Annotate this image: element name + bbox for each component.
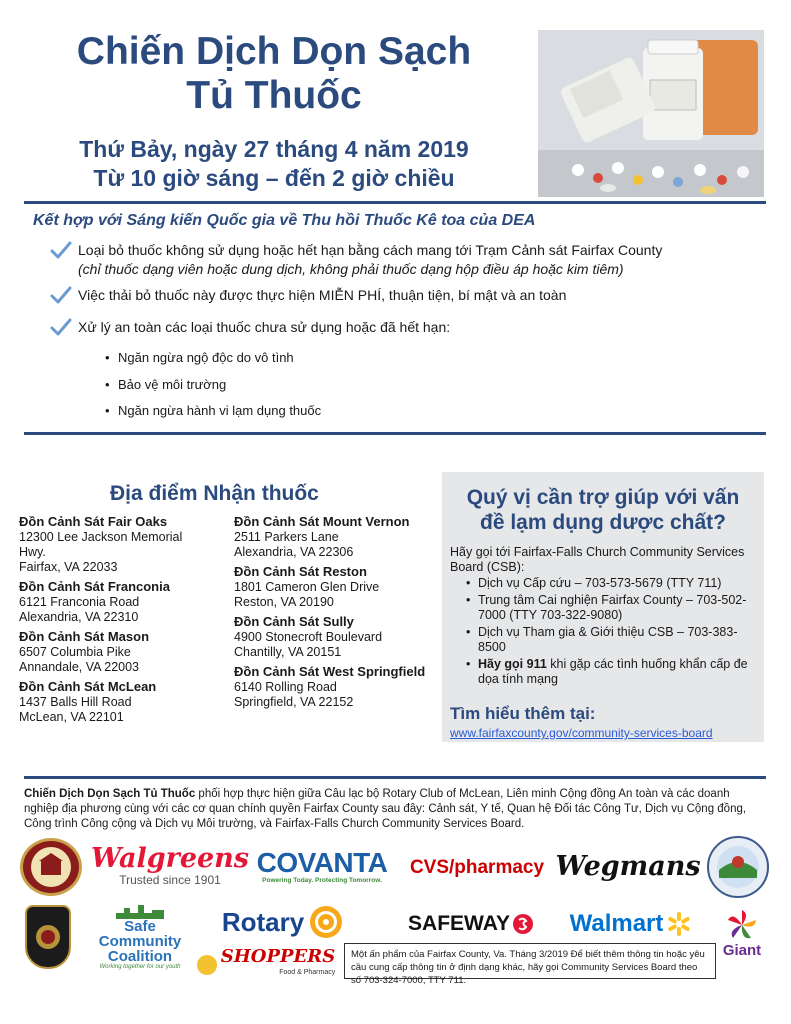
walgreens-tagline: Trusted since 1901 [119,873,221,887]
location-name: Đồn Cảnh Sát McLean [19,679,157,694]
location-name: Đồn Cảnh Sát West Springfield [234,664,426,679]
location [234,614,439,660]
location-city: Fairfax, VA 22033 [19,560,118,574]
location-address: 6121 Franconia Road [19,595,140,609]
locations-title: Địa điểm Nhận thuốc [110,482,319,505]
location-city: Reston, VA 20190 [234,595,334,609]
help-item-text: Dịch vụ Cấp cứu – 703-573-5679 (TTY 711) [478,576,722,590]
location-address: 6140 Rolling Road [234,680,337,694]
location [19,514,229,575]
check-text: Loại bỏ thuốc không sử dụng hoặc hết hạn bằng cách mang tới Trạm Cảnh sát Fairfax County [78,242,663,258]
location-name: Đồn Cảnh Sát Mount Vernon [234,514,410,529]
bullet-item: • Bảo vệ môi trường [118,377,226,392]
covanta-tagline: Powering Today. Protecting Tomorrow. [262,876,382,884]
shoppers-wordmark: SHOPPERS [220,946,336,967]
time-line: Từ 10 giờ sáng – đến 2 giờ chiều [93,165,455,191]
location-city: Alexandria, VA 22306 [234,545,354,559]
publication-credit: Một ấn phẩm của Fairfax County, Va. Tháng 3/2019 Để biết thêm thông tin hoặc yêu cầu cung cấp thông tin ở định dạng khác, hãy gọi Community Services Board theo số 703-324-7000, TTY 711. [344,943,716,979]
help-item [466,576,756,591]
location-city: McLean, VA 22101 [19,710,124,724]
checkmark-icon [50,318,72,338]
location [234,564,439,610]
location-name: Đồn Cảnh Sát Sully [234,614,354,629]
location-address: Hwy. [19,545,46,559]
middle-divider [24,432,766,435]
location-address: 2511 Parkers Lane [234,530,339,544]
rotary-logo [212,902,354,942]
safeway-wordmark: SAFEWAY [408,912,510,935]
help-item [466,657,756,687]
help-list [466,576,756,689]
footer-divider [24,776,766,779]
check-item [78,318,758,337]
learn-more-heading: Tìm hiểu thêm tại: [450,704,596,723]
location-city: Chantilly, VA 20151 [234,645,342,659]
rotary-wheel-icon [308,904,344,940]
location-city: Springfield, VA 22152 [234,695,354,709]
walgreens-wordmark: Walgreens [90,843,250,874]
partners-lead: Chiến Dịch Dọn Sạch Tủ Thuốc [24,788,196,800]
location-address: 1437 Balls Hill Road [19,695,132,709]
safeway-s-icon [512,913,534,935]
page-title [24,30,524,118]
location-address: 4900 Stonecroft Boulevard [234,630,383,644]
locations-right-column [234,514,439,714]
location-name: Đồn Cảnh Sát Reston [234,564,367,579]
locations-left-column [19,514,229,729]
help-title-line: Quý vị cần trợ giúp với vấn [466,486,740,509]
check-text: Xử lý an toàn các loại thuốc chưa sử dụng hoặc đã hết hạn: [78,319,451,335]
help-item [466,593,756,623]
location-city: Annandale, VA 22003 [19,660,140,674]
help-item-text: Trung tâm Cai nghiện Fairfax County – 703-502-7000 (TTY 703-322-9080) [478,593,747,622]
location-address: 1801 Cameron Glen Drive [234,580,380,594]
safe-community-coalition-logo [90,902,190,972]
bullet-item: • Ngăn ngừa ngộ độc do vô tình [118,350,294,365]
walmart-wordmark: Walmart [569,910,664,937]
checkmark-icon [50,286,72,306]
checkmark-icon [50,241,72,261]
help-title [450,485,756,535]
help-item-emphasis: Hãy gọi 911 [478,657,547,671]
giant-flower-icon [725,908,759,942]
help-title-line: đề lạm dụng dược chất? [480,511,726,534]
shoppers-logo [192,946,340,980]
help-item-text: Dịch vụ Tham gia & Giới thiệu CSB – 703-383-8500 [478,625,738,654]
location [19,629,229,675]
help-intro: Hãy gọi tới Fairfax-Falls Church Community Services Board (CSB): [450,545,745,574]
safe-word: Safe [124,917,156,935]
bullet-item: • Ngăn ngừa hành vi lạm dụng thuốc [118,403,321,418]
event-date [24,135,524,193]
cvs-logo [404,854,550,882]
wegmans-wordmark: Wegmans [555,850,701,882]
help-item-text: khi gặp các tình huống khẩn cấp đe dọa tính mạng [478,657,748,686]
location [19,679,229,725]
medicine-bottles-photo [538,30,764,197]
check-item [78,241,758,279]
csb-website-link[interactable]: www.fairfaxcounty.gov/community-services-board [450,726,713,740]
cvs-wordmark: CVS/pharmacy [409,857,545,878]
police-badge-icon [25,905,71,969]
safe-tagline: Working together for our youth [99,963,181,970]
location-address: 12300 Lee Jackson Memorial [19,530,183,544]
walmart-logo [562,906,700,942]
title-line-2: Tủ Thuốc [186,74,362,117]
rotary-wordmark: Rotary [221,906,305,937]
walmart-spark-icon [666,911,692,937]
walgreens-logo [90,843,250,889]
shoppers-swoosh-icon [197,955,217,975]
check-text: Việc thải bỏ thuốc này được thực hiện MIỄN PHÍ, thuận tiện, bí mật và an toàn [78,287,567,303]
check-note: (chỉ thuốc dạng viên hoặc dung dịch, không phải thuốc dạng hộp điều áp hoặc kim tiêm) [78,261,624,277]
location-name: Đồn Cảnh Sát Mason [19,629,150,644]
location-city: Alexandria, VA 22310 [19,610,139,624]
title-line-1: Chiến Dịch Dọn Sạch [76,30,472,73]
location [19,579,229,625]
wegmans-logo [555,848,701,884]
covanta-wordmark: COVANTA [256,846,388,878]
community-word: Community [98,932,182,950]
covanta-logo [256,846,388,886]
location [234,514,439,560]
coalition-word: Coalition [107,947,173,965]
giant-wordmark: Giant [722,941,762,959]
initiative-subtitle: Kết hợp với Sáng kiến Quốc gia về Thu hồi Thuốc Kê toa của DEA [33,212,536,229]
location-name: Đồn Cảnh Sát Franconia [19,579,170,594]
county-seal-icon [20,838,82,896]
shoppers-tagline: Food & Pharmacy [279,969,336,976]
top-divider [24,201,766,204]
partners-text: phối hợp thực hiện giữa Câu lạc bộ Rotary Club of McLean, Liên minh Cộng đồng An toàn và các doanh nghiệp địa phương cùng với các cơ quan chính quyền Fairfax County sau đây: Cảnh sát, Y tế, Quan hệ Đối tác Công Tư, Dịch vụ Cộng đồng, Công trình Công cộng và Dịch vụ Môi trường, và Fairfax-Falls Church Community Services Board. [24,788,747,830]
check-item [78,286,758,305]
dea-seal-icon [707,836,769,898]
skyline-icon [116,905,164,919]
date-line: Thứ Bảy, ngày 27 tháng 4 năm 2019 [79,136,469,162]
location-address: 6507 Columbia Pike [19,645,131,659]
location-name: Đồn Cảnh Sát Fair Oaks [19,514,168,529]
partners-statement [24,787,766,832]
giant-logo [714,902,770,964]
location [234,664,439,710]
help-item [466,625,756,655]
safeway-logo [406,908,536,940]
